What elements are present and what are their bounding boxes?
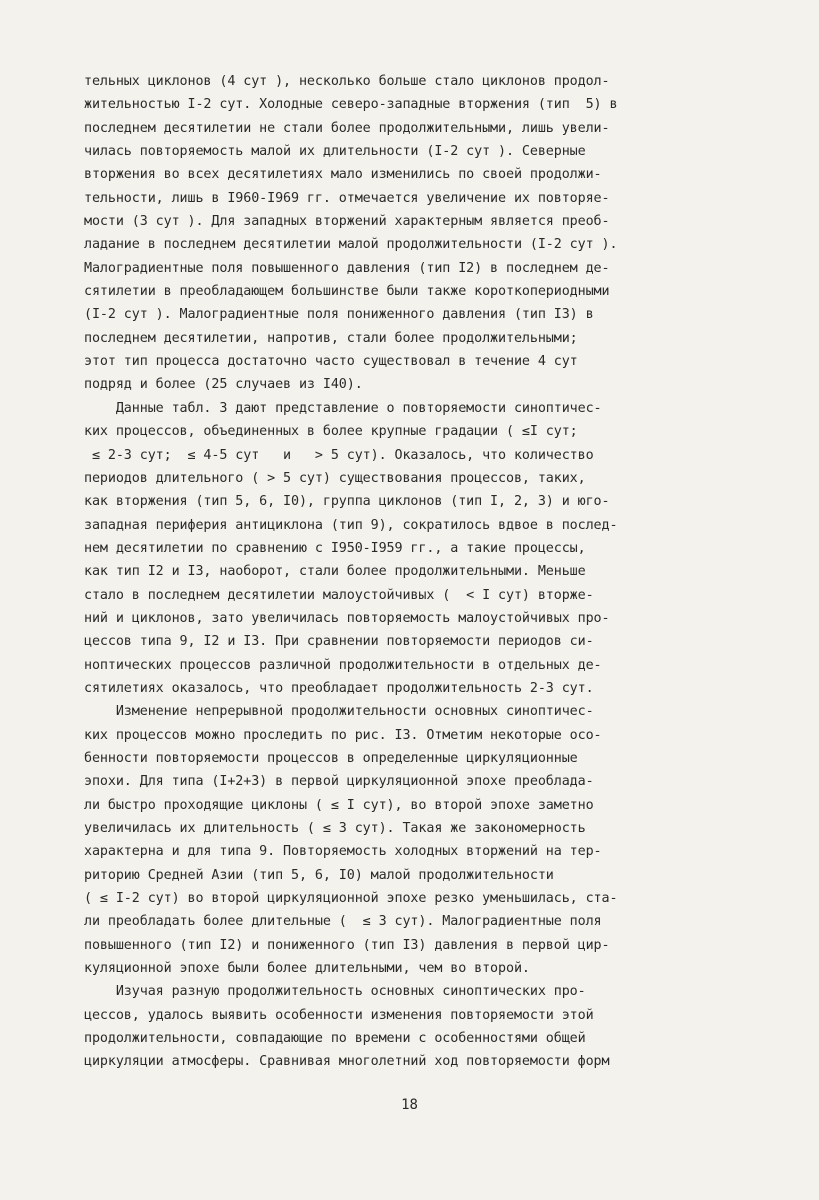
text-line: циркуляции атмосферы. Сравнивая многолетний ход повторяемости форм	[84, 1054, 610, 1070]
text-line: повышенного (тип I2) и пониженного (тип I3) давления в первой цир-	[84, 937, 610, 953]
text-line: Данные табл. 3 дают представление о повторяемости синоптичес-	[84, 400, 602, 416]
text-line: последнем десятилетии не стали более продолжительными, лишь увели-	[84, 120, 610, 136]
text-line: эпохи. Для типа (I+2+3) в первой циркуляционной эпохе преоблада-	[84, 774, 594, 790]
text-line: ний и циклонов, зато увеличилась повторяемость малоустойчивых про-	[84, 610, 610, 626]
text-line: сятилетиях оказалось, что преобладает продолжительность 2-3 сут.	[84, 680, 594, 696]
text-line: куляционной эпохе были более длительными, чем во второй.	[84, 961, 530, 977]
text-line: вторжения во всех десятилетиях мало изменились по своей продолжи-	[84, 167, 602, 183]
text-line: чилась повторяемость малой их длительности (I-2 сут ). Северные	[84, 144, 586, 160]
text-line: характерна и для типа 9. Повторяемость холодных вторжений на тер-	[84, 844, 602, 860]
text-line: цессов, удалось выявить особенности изменения повторяемости этой	[84, 1007, 594, 1023]
text-line: тельных циклонов (4 сут ), несколько больше стало циклонов продол-	[84, 74, 610, 89]
text-line: сятилетии в преобладающем большинстве были также короткопериодными	[84, 284, 610, 300]
text-line: Малоградиентные поля повышенного давления (тип I2) в последнем де-	[84, 260, 610, 276]
text-line: стало в последнем десятилетии малоустойчивых ( < I сут) вторже-	[84, 587, 594, 603]
text-line: тельности, лишь в I960-I969 гг. отмечается увеличение их повторяе-	[84, 190, 610, 206]
text-line: западная периферия антициклона (тип 9), сократилось вдвое в послед-	[84, 517, 618, 533]
text-line: как тип I2 и I3, наоборот, стали более продолжительными. Меньше	[84, 564, 586, 580]
text-line: увеличилась их длительность ( ≤ 3 сут). Такая же закономерность	[84, 821, 586, 836]
text-line: ( ≤ I-2 сут) во второй циркуляционной эпохе резко уменьшилась, ста-	[84, 891, 618, 907]
text-line: ких процессов, объединенных в более крупные градации ( ≤I сут;	[84, 424, 578, 440]
text-line: ≤ 2-3 сут; ≤ 4-5 сут и > 5 сут). Оказалось, что количество	[84, 447, 594, 463]
text-line: Изменение непрерывной продолжительности основных синоптичес-	[84, 704, 594, 720]
text-line: жительностью I-2 сут. Холодные северо-западные вторжения (тип 5) в	[84, 97, 618, 113]
text-line: нем десятилетии по сравнению с I950-I959 гг., а такие процессы,	[84, 540, 586, 556]
text-line: продолжительности, совпадающие по времени с особенностями общей	[84, 1031, 586, 1047]
text-line: периодов длительного ( > 5 сут) существования процессов, таких,	[84, 470, 586, 486]
text-line: последнем десятилетии, напротив, стали более продолжительными;	[84, 330, 578, 346]
text-line: мости (3 сут ). Для западных вторжений характерным является преоб-	[84, 214, 610, 230]
text-line: риторию Средней Азии (тип 5, 6, I0) малой продолжительности	[84, 867, 554, 883]
body-text	[84, 70, 744, 1074]
text-line: Изучая разную продолжительность основных синоптических про-	[84, 984, 586, 1000]
text-line: как вторжения (тип 5, 6, I0), группа циклонов (тип I, 2, 3) и юго-	[84, 494, 610, 510]
text-line: подряд и более (25 случаев из I40).	[84, 377, 363, 393]
text-line: ли быстро проходящие циклоны ( ≤ I сут), во второй эпохе заметно	[84, 797, 594, 813]
text-line: бенности повторяемости процессов в определенные циркуляционные	[84, 750, 578, 766]
text-line: этот тип процесса достаточно часто существовал в течение 4 сут	[84, 354, 578, 370]
text-line: ли преобладать более длительные ( ≤ 3 сут). Малоградиентные поля	[84, 914, 602, 930]
text-line: ладание в последнем десятилетии малой продолжительности (I-2 сут ).	[84, 237, 618, 253]
text-line: ких процессов можно проследить по рис. I3. Отметим некоторые осо-	[84, 727, 602, 743]
text-line: цессов типа 9, I2 и I3. При сравнении повторяемости периодов си-	[84, 634, 594, 650]
text-line: (I-2 сут ). Малоградиентные поля пониженного давления (тип I3) в	[84, 307, 594, 323]
text-line: ноптических процессов различной продолжительности в отдельных де-	[84, 657, 602, 673]
page-number: 18	[401, 1097, 418, 1113]
